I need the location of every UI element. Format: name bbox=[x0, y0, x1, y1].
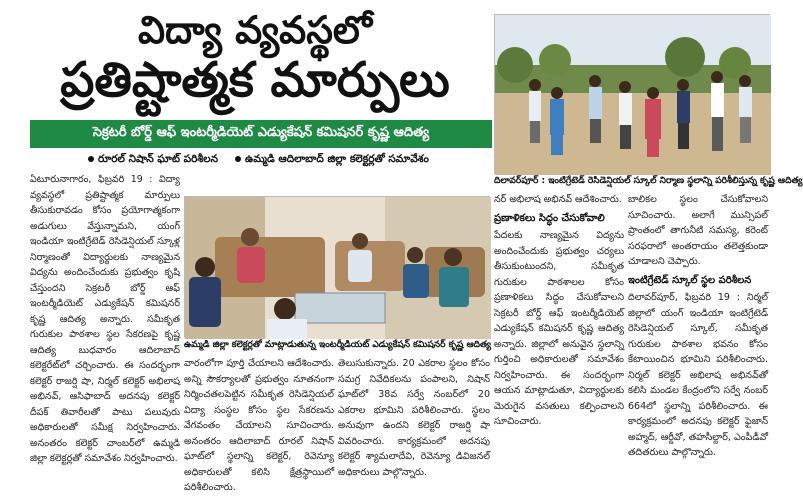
subheadline-bar: సెక్రటరీ బోర్డ్ ఆఫ్ ఇంటర్మీడియెట్ ఎడ్యుకేషన్ కమిషనర్ కృష్ణ ఆదిత్య bbox=[30, 120, 492, 148]
subhead-integrated-school: ఇంటిగ్రేటెడ్ స్కూల్ స్థల పరిశీలన bbox=[628, 274, 752, 286]
article-text-mid-2: తెలుసుకున్నారు. 20 ఎకరాల స్థలం కోసం సమగ్ర నివేదికలను పంపాలని, నిషాన్ ఘాట్‌లో 38వ సర్వే నంబర్‌లో 20 ఎకరాల భూమిని పరిశీలించారు. స్థలం అనువుగా ఉందని కలెక్టర్ రాజర్షి షా వివరించారు. కార్యక్రమంలో అదనపు కలెక్టర్ శ్యామలాదేవి, రెవెన్యూ డివిజనల్ అధికారులు పాల్గొన్నారు. bbox=[338, 358, 490, 478]
article-text-left: ఏటూరునాగారం, ఫిబ్రవరి 19 : విద్యా వ్యవస్థలో ప్రతిష్టాత్మక మార్పులు తీసుకురావడం కోసం ప్రయోగాత్మకంగా అడుగులు వేస్తున్నామని, యంగ్ ఇండియా ఇంటిగ్రేటెడ్ రెసిడెన్షియల్ స్కూళ్ల నిర్మాణంతో విద్యార్థులకు నాణ్యమైన విద్యను అందించేందుకు ప్రభుత్వం కృషి చేస్తుందని సెక్రటరీ బోర్డ్ ఆఫ్ ఇంటర్మీడియెట్ ఎడ్యుకేషన్ కమిషనర్ కృష్ణ ఆదిత్య అన్నారు. సమీకృత గురుకుల పాఠశాల స్థల సేకరణపై కృష్ణ ఆదిత్య బుధవారం ఆదిలాబాద్ కలెక్టరేట్‌లో చర్చించారు. ఈ సందర్భంగా కలెక్టర్ రాజర్షి షా, నిర్మల్ కలెక్టర్ అభిలాష అభినవ్, ఆసిఫాబాద్ అదనపు కలెక్టర్ దీపక్ తివారీలతో పాటు పలువురు అధికారులతో సమీక్ష నిర్వహించారు. అనంతరం కలెక్టర్ చాంబర్‌లో ఉమ్మడి జిల్లా కలెక్టర్లతో సమావేశం నిర్వహించారు. bbox=[30, 174, 180, 464]
article-text-mid-1: వారంలోగా పూర్తి చేయాలని ఆదేశించారు. అన్ని సౌకర్యాలతో ప్రభుత్వం నూతనంగా నిర్మించతలపెట్టిన సమీకృత రెసిడెన్షియల్ విద్యా సంస్థల కోసం స్థల సేకరణను వేగవంతం చేయాలని సూచించారు. అనంతరం ఆదిలాబాద్ రూరల్ నిషాన్ ఘాట్‌లో స్థలాన్ని కలెక్టర్, రెవెన్యూ అధికారులతో కలిసి క్షేత్రస్థాయిలో పరిశీలించారు. bbox=[184, 358, 334, 493]
article-column-mid-2 bbox=[338, 356, 490, 478]
headline bbox=[40, 8, 470, 108]
article-column-left bbox=[30, 172, 180, 472]
site-visit-photo-caption: దిలావర్‌పూర్ : ఇంటిగ్రేటెడ్ రెసిడెన్షియల్ స్కూల్ నిర్మాణ స్థలాన్ని పరిశీలిస్తున్న కృష్ణ ఆదిత్య bbox=[494, 176, 803, 186]
subhead-plans: ప్రణాళికలు సిద్ధం చేసుకోవాలి bbox=[494, 212, 605, 224]
headline-line-2: ప్రతిష్టాత్మక మార్పులు bbox=[60, 52, 450, 108]
site-visit-photo bbox=[494, 14, 770, 174]
article-text-right-1-lead: నర్ అభిలాష అభినవ్ ఆదేశించారు. bbox=[494, 194, 622, 205]
kicker-1-text: రూరల్ నిషాన్ ఘాట్ పరిశీలన bbox=[98, 153, 218, 165]
site-visit-photo-illustration bbox=[495, 15, 771, 175]
headline-line-1: విద్యా వ్యవస్థలో bbox=[138, 8, 372, 52]
bullet-icon bbox=[88, 156, 94, 162]
bullet-icon bbox=[235, 156, 241, 162]
meeting-photo-caption: ఉమ్మడి జిల్లా కలెక్టర్లతో మాట్లాడుతున్న ఇంటర్మీడియట్ ఎడ్యుకేషన్ కమిషనర్ కృష్ణ ఆదిత్య bbox=[184, 340, 492, 350]
kicker-2 bbox=[235, 153, 429, 168]
article-text-right-2: దిలావర్‌పూర్, ఫిబ్రవరి 19 : నిర్మల్ జిల్లాలో యంగ్ ఇండియా ఇంటిగ్రేటెడ్ రెసిడెన్షియల్ స్కూల్, సమీకృత గురుకుల పాఠశాల భవనం కోసం కేటాయించిన భూమిని పరిశీలించారు. నిర్మల్ కలెక్టర్ అభిలాష అభినవ్‌తో కలిసి మండల కేంద్రంలోని సర్వే నంబర్ 664లో స్థలాన్ని పరిశీలించారు. ఈ కార్యక్రమంలో అదనపు కలెక్టర్ ఫైజాన్ అహ్మద్, ఆర్డీవో, తహసీల్దార్, ఎంపీడీవో తదితరులు పాల్గొన్నారు. bbox=[628, 292, 768, 458]
article-column-right-1 bbox=[494, 192, 624, 474]
article-text-right-1: పేదలకు నాణ్యమైన విద్యను అందించేందుకు ప్రభుత్వం చర్యలు తీసుకుంటుందని, సమీకృత గురుకుల పాఠశాలల కోసం ప్రణాళికలు సిద్ధం చేసుకోవాలని సెక్రటరీ బోర్డ్ ఆఫ్ ఇంటర్మీడియెట్ ఎడ్యుకేషన్ కమిషనర్ కృష్ణ ఆదిత్య అన్నారు. జిల్లాలో అనువైన స్థలాన్ని గుర్తించి అధికారులతో సమావేశం నిర్వహించారు. ఈ సందర్భంగా ఆయన మాట్లాడుతూ, విద్యార్థులకు మెరుగైన వసతులు కల్పించాలని సూచించారు. bbox=[494, 230, 624, 427]
kicker-2-text: ఉమ్మడి ఆదిలాబాద్ జిల్లా కలెక్టర్లతో సమావేశం bbox=[245, 153, 429, 165]
article-text-right-2-lead: బాలికల స్థలం చేసుకోవాలని సూచించారు. అలాగే మున్సిపల్ ప్రాంతంలో తాగునీటి సమస్య, కరెంట్ సరఫరాలో అంతరాయం తలెత్తకుండా చూడాలని చెప్పారు. bbox=[628, 194, 768, 267]
article-column-mid-1 bbox=[184, 356, 334, 493]
meeting-photo-illustration bbox=[185, 197, 491, 339]
kicker-1 bbox=[88, 153, 218, 168]
article-column-right-2 bbox=[628, 192, 768, 474]
meeting-photo bbox=[184, 196, 490, 338]
